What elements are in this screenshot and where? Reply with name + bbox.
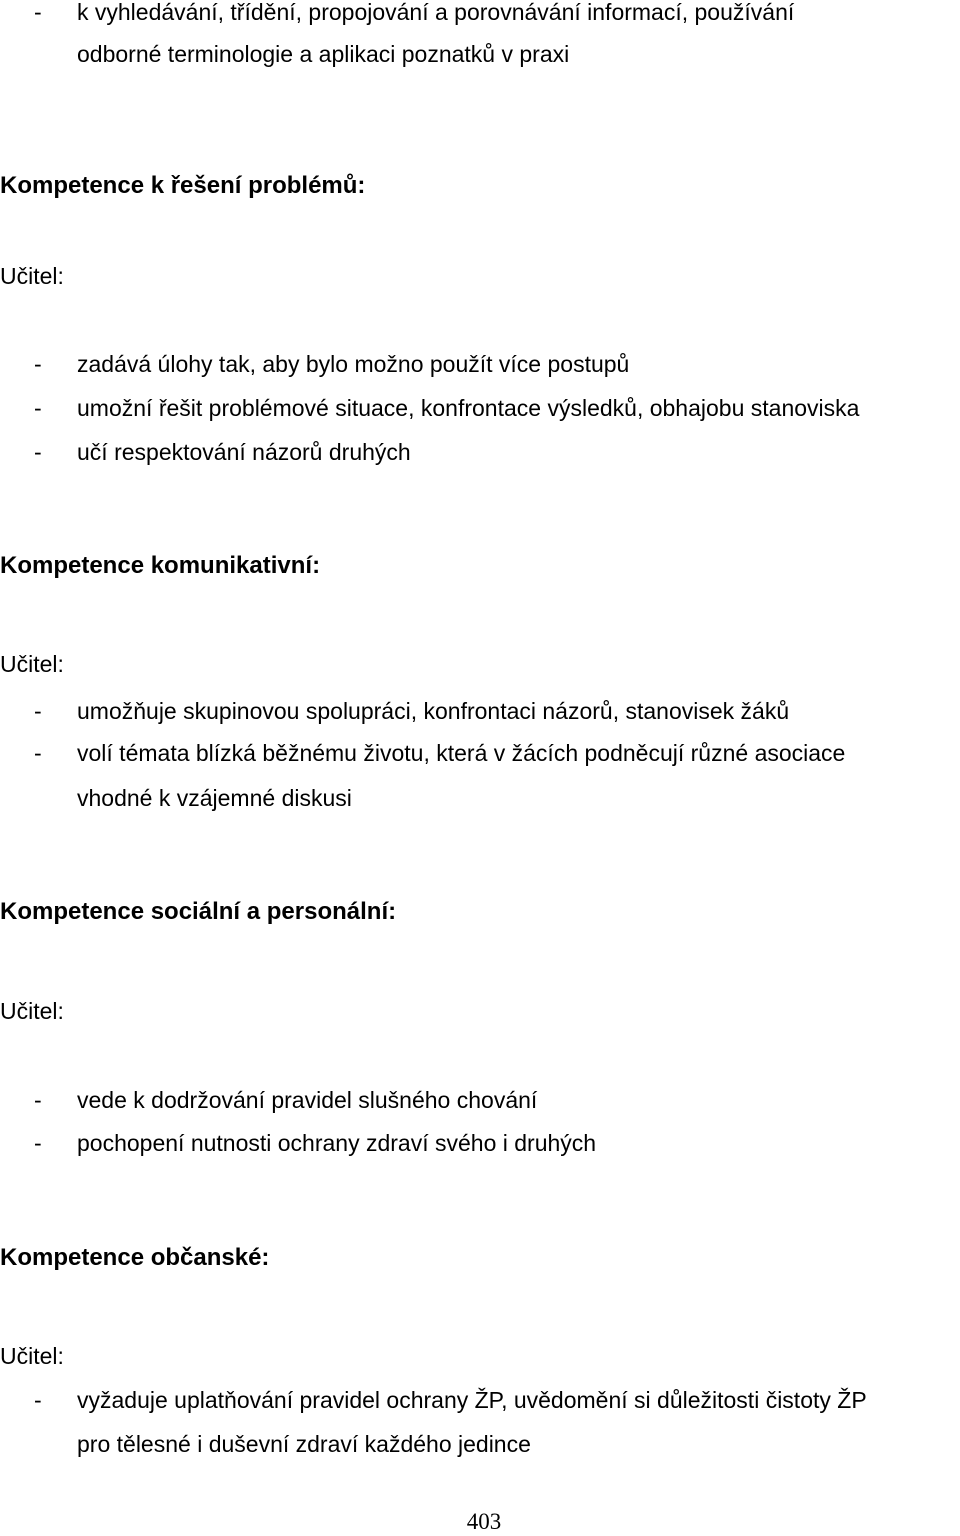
heading-problem-solving: Kompetence k řešení problémů: xyxy=(0,172,366,199)
list-item-continuation: vhodné k vzájemné diskusi xyxy=(77,785,352,811)
teacher-label: Učitel: xyxy=(0,651,64,677)
list-bullet: - xyxy=(34,439,42,465)
heading-social-personal: Kompetence sociální a personální: xyxy=(0,898,397,925)
heading-civic: Kompetence občanské: xyxy=(0,1244,270,1271)
list-bullet: - xyxy=(34,740,42,766)
list-bullet: - xyxy=(34,1130,42,1156)
list-bullet: - xyxy=(34,1387,42,1413)
list-bullet: - xyxy=(34,351,42,377)
list-item: vyžaduje uplatňování pravidel ochrany ŽP, uvědomění si důležitosti čistoty ŽP xyxy=(77,1387,867,1413)
list-item: zadává úlohy tak, aby bylo možno použít více postupů xyxy=(77,351,630,377)
list-item-continuation: pro tělesné i duševní zdraví každého jedince xyxy=(77,1431,531,1457)
list-bullet: - xyxy=(34,698,42,724)
list-item: pochopení nutnosti ochrany zdraví svého i druhých xyxy=(77,1130,597,1156)
teacher-label: Učitel: xyxy=(0,998,64,1024)
list-bullet: - xyxy=(34,0,42,25)
list-item: volí témata blízká běžnému životu, která v žácích podněcují různé asociace xyxy=(77,740,846,766)
intro-item-line1: k vyhledávání, třídění, propojování a porovnávání informací, používání xyxy=(77,0,795,25)
page-number: 403 xyxy=(466,1509,502,1534)
list-item: umožní řešit problémové situace, konfrontace výsledků, obhajobu stanoviska xyxy=(77,395,860,421)
teacher-label: Učitel: xyxy=(0,1343,64,1369)
list-bullet: - xyxy=(34,395,42,421)
list-bullet: - xyxy=(34,1087,42,1113)
teacher-label: Učitel: xyxy=(0,263,64,289)
list-item: učí respektování názorů druhých xyxy=(77,439,411,465)
list-item: vede k dodržování pravidel slušného chování xyxy=(77,1087,538,1113)
heading-communication: Kompetence komunikativní: xyxy=(0,552,321,579)
intro-item-line2: odborné terminologie a aplikaci poznatků v praxi xyxy=(77,41,570,67)
list-item: umožňuje skupinovou spolupráci, konfrontaci názorů, stanovisek žáků xyxy=(77,698,790,724)
